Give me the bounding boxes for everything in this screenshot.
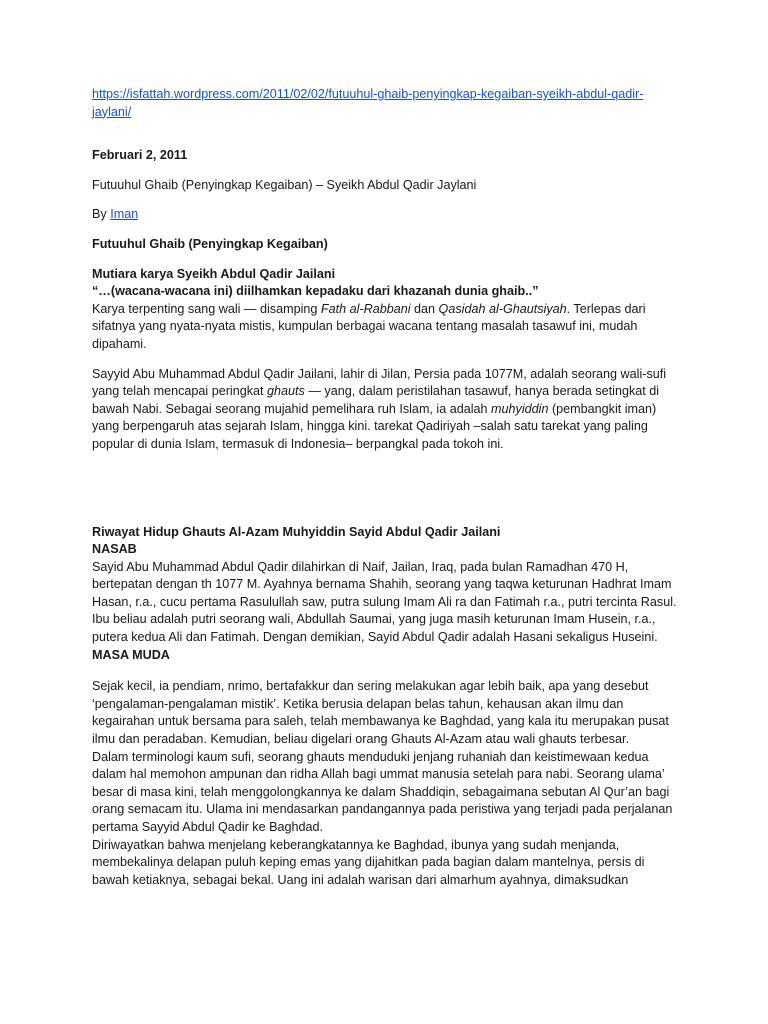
intro-text-b: dan (410, 301, 439, 316)
byline-prefix: By (92, 207, 111, 222)
article-heading: Futuuhul Ghaib (Penyingkap Kegaiban) (92, 236, 328, 251)
document-page (92, 86, 682, 889)
bio-em-ghauts: ghauts (267, 384, 305, 399)
author-link[interactable]: Iman (110, 207, 139, 222)
source-link-line (92, 86, 682, 121)
bio-text-c: (pembangkit iman) yang berpengaruh atas sejarah Islam, hingga kini. tarekat Qadiriyah –salah satu tarekat yang paling popular di dunia Islam, termasuk di Indonesia– berpangkal pada tokoh ini. (92, 401, 657, 451)
intro-quote: “…(wacana-wacana ini) diilhamkan kepadaku dari khazanah dunia ghaib..” (92, 284, 539, 299)
nasab-heading: NASAB (92, 542, 137, 557)
intro-paragraph (92, 301, 682, 354)
masa-muda-paragraph-1: Sejak kecil, ia pendiam, nrimo, bertafakkur dan sering melakukan agar lebih baik, apa yang desebut ‘pengalaman-pengalaman mistik’. Ketika berusia delapan belas tahun, kehausan akan ilmu dan kegairahan untuk bersama para saleh, telah membawanya ke Baghdad, yang kala itu merupakan pusat ilmu dan peradaban. Kemudian, beliau digelari orang Ghauts Al-Azam atau wali ghauts terbesar. (92, 679, 669, 747)
bio-text-a: Sayyid Abu Muhammad Abdul Qadir Jailani, lahir di Jilan, Persia pada 1077M, adalah seorang wali-sufi yang telah mencapai peringkat (92, 366, 667, 399)
bio-text-b: — yang, dalam peristilahan tasawuf, hanya berada setingkat di bawah Nabi. Sebagai seorang mujahid pemelihara ruh Islam, ia adalah (92, 384, 660, 416)
masa-muda-paragraph-3: Diriwayatkan bahwa menjelang keberangkatannya ke Baghdad, ibunya yang sudah menjanda, membekalinya delapan puluh keping emas yang dijahitkan pada bagian dalam mantelnya, persis di bawah ketiaknya, sebagai bekal. Uang ini adalah warisan dari almarhum ayahnya, dimaksudkan (92, 837, 645, 887)
source-url-link[interactable]: https://isfattah.wordpress.com/2011/02/02/futuuhul-ghaib-penyingkap-kegaiban-syeikh-abdul-qadir-jaylani/ (92, 87, 644, 119)
bio-paragraph (92, 366, 682, 454)
section-title: Riwayat Hidup Ghauts Al-Azam Muhyiddin Sayid Abdul Qadir Jailani (92, 524, 501, 539)
bio-em-muhyiddin: muhyiddin (491, 401, 549, 416)
masa-muda-paragraph-2: Dalam terminologi kaum sufi, seorang ghauts menduduki jenjang ruhaniah dan keistimewaan kedua dalam hal memohon ampunan dan ridha Allah bagi ummat manusia setelah para nabi. Seorang ulama’ besar di masa kini, telah menggolongkannya ke dalam Shaddiqin, sebagaimana sebutan Al Qur’an bagi orang semacam itu. Ulama ini mendasarkan pandangannya pada peristiwa yang terjadi pada perjalanan pertama Sayyid Abdul Qadir ke Baghdad. (92, 749, 673, 834)
intro-em-fath: Fath al-Rabbani (320, 301, 411, 316)
nasab-paragraph: Sayid Abu Muhammad Abdul Qadir dilahirkan di Naif, Jailan, Iraq, pada bulan Ramadhan 470 H, bertepatan dengan th 1077 M. Ayahnya bernama Shahih, seorang yang taqwa keturunan Hadhrat Imam Hasan, r.a., cucu pertama Rasulullah saw, putra sulung Imam Ali ra dan Fatimah r.a., putri tercinta Rasul. Ibu beliau adalah putri seorang wali, Abdullah Saumai, yang juga masih keturunan Imam Husein, r.a., putera kedua Ali dan Fatimah. Dengan demikian, Sayid Abdul Qadir adalah Hasani sekaligus Huseini. (92, 559, 677, 645)
intro-text-c: . Terlepas dari sifatnya yang nyata-nyata mistis, kumpulan berbagai wacana tentang masalah tasawuf ini, mudah dipahami. (92, 301, 646, 351)
masa-muda-heading: MASA MUDA (92, 647, 170, 662)
byline (92, 206, 682, 224)
post-date: Februari 2, 2011 (92, 148, 188, 163)
intro-em-qasidah: Qasidah al-Ghautsiyah (438, 301, 567, 316)
intro-text-a: Karya terpenting sang wali — disamping (92, 301, 321, 316)
intro-title: Mutiara karya Syeikh Abdul Qadir Jailani (92, 266, 336, 281)
post-title: Futuuhul Ghaib (Penyingkap Kegaiban) – Syeikh Abdul Qadir Jaylani (92, 177, 477, 192)
